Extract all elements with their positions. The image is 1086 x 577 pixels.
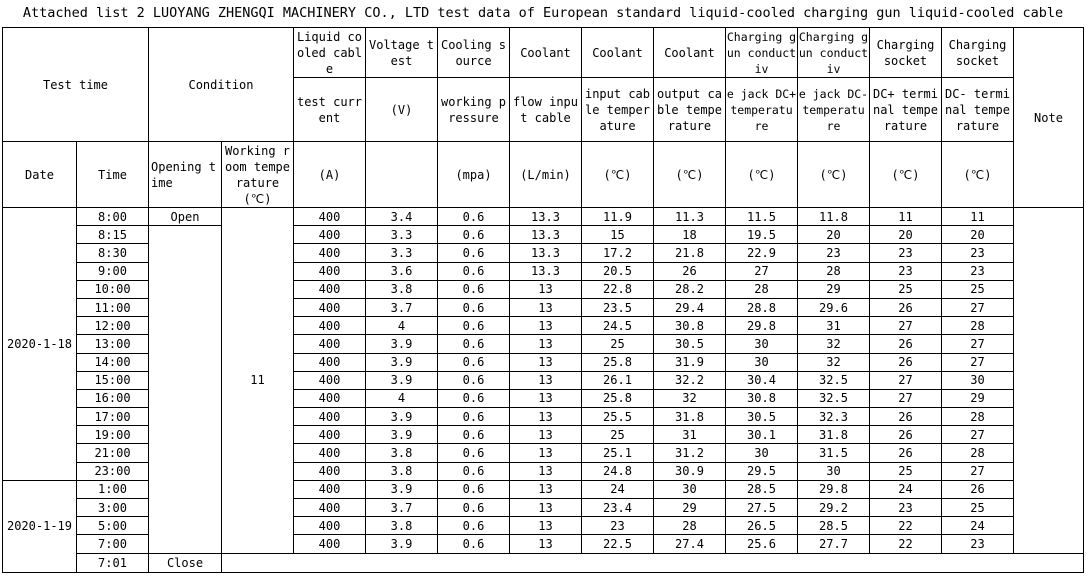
header-test-time: Test time xyxy=(3,28,149,142)
value-cell: 28 xyxy=(798,262,870,280)
value-cell: 19.5 xyxy=(726,226,798,244)
value-cell: 26 xyxy=(870,426,942,444)
time-cell: 13:00 xyxy=(77,335,149,353)
time-cell: 12:00 xyxy=(77,317,149,335)
value-cell: 13 xyxy=(510,371,582,389)
value-cell: 13 xyxy=(510,426,582,444)
value-cell: 29.8 xyxy=(798,480,870,498)
value-cell: 13 xyxy=(510,535,582,553)
value-cell: 3.8 xyxy=(366,462,438,480)
value-cell: 26 xyxy=(870,353,942,371)
value-cell: 28 xyxy=(942,444,1014,462)
unit-pressure: (mpa) xyxy=(438,142,510,208)
value-cell: 3.8 xyxy=(366,517,438,535)
header-gun-dcplus-mid: e jack DC+ temperatu re xyxy=(726,78,798,142)
header-voltage-unit: (V) xyxy=(366,78,438,142)
date-cell: 2020-1-18 xyxy=(3,208,77,481)
value-cell: 26.5 xyxy=(726,517,798,535)
time-cell: 10:00 xyxy=(77,280,149,298)
value-cell: 26.1 xyxy=(582,371,654,389)
value-cell: 0.6 xyxy=(438,371,510,389)
value-cell: 400 xyxy=(294,535,366,553)
header-socket-dcplus-top: Charging socket xyxy=(870,28,942,78)
value-cell: 28.8 xyxy=(726,298,798,316)
value-cell: 29 xyxy=(942,389,1014,407)
value-cell: 23 xyxy=(870,262,942,280)
value-cell: 3.9 xyxy=(366,353,438,371)
time-cell: 15:00 xyxy=(77,371,149,389)
value-cell: 400 xyxy=(294,499,366,517)
opening-time-cell xyxy=(149,226,222,553)
value-cell: 25 xyxy=(582,335,654,353)
unit-socket-dcminus: (℃) xyxy=(942,142,1014,208)
value-cell: 0.6 xyxy=(438,389,510,407)
table-row xyxy=(3,208,1084,226)
header-dcplus-terminal: DC+ terminal temperature xyxy=(870,78,942,142)
time-cell: 23:00 xyxy=(77,462,149,480)
value-cell: 31.9 xyxy=(654,353,726,371)
value-cell: 30 xyxy=(798,462,870,480)
value-cell: 23 xyxy=(582,517,654,535)
value-cell: 32 xyxy=(654,389,726,407)
value-cell: 11.3 xyxy=(654,208,726,226)
value-cell: 18 xyxy=(654,226,726,244)
header-dcminus-terminal: DC- terminal temperature xyxy=(942,78,1014,142)
value-cell: 0.6 xyxy=(438,317,510,335)
value-cell: 29.4 xyxy=(654,298,726,316)
value-cell: 0.6 xyxy=(438,462,510,480)
value-cell: 3.9 xyxy=(366,480,438,498)
value-cell: 400 xyxy=(294,371,366,389)
time-cell: 21:00 xyxy=(77,444,149,462)
value-cell: 28 xyxy=(654,517,726,535)
value-cell: 13.3 xyxy=(510,208,582,226)
value-cell: 3.4 xyxy=(366,208,438,226)
test-data-table xyxy=(2,27,1084,573)
value-cell: 400 xyxy=(294,408,366,426)
value-cell: 30 xyxy=(654,480,726,498)
value-cell: 400 xyxy=(294,389,366,407)
value-cell: 27 xyxy=(942,298,1014,316)
opening-time-cell: Open xyxy=(149,208,222,226)
unit-flow: (L/min) xyxy=(510,142,582,208)
value-cell: 3.9 xyxy=(366,408,438,426)
value-cell: 3.6 xyxy=(366,262,438,280)
value-cell: 22 xyxy=(870,535,942,553)
value-cell: 400 xyxy=(294,208,366,226)
value-cell: 28.5 xyxy=(798,517,870,535)
value-cell: 27 xyxy=(942,462,1014,480)
value-cell: 13 xyxy=(510,317,582,335)
value-cell: 30 xyxy=(942,371,1014,389)
header-gun-dcplus-top: Charging gun conductiv xyxy=(726,29,797,76)
value-cell: 25.6 xyxy=(726,535,798,553)
value-cell: 17.2 xyxy=(582,244,654,262)
value-cell: 23.4 xyxy=(582,499,654,517)
value-cell: 25.5 xyxy=(582,408,654,426)
value-cell: 28 xyxy=(942,408,1014,426)
empty-cell xyxy=(222,553,1084,572)
value-cell: 24 xyxy=(942,517,1014,535)
value-cell: 24 xyxy=(582,480,654,498)
value-cell: 13 xyxy=(510,517,582,535)
value-cell: 25 xyxy=(870,280,942,298)
value-cell: 11.9 xyxy=(582,208,654,226)
value-cell: 30.9 xyxy=(654,462,726,480)
time-cell: 8:30 xyxy=(77,244,149,262)
value-cell: 25.1 xyxy=(582,444,654,462)
header-gun-dcminus-mid: e jack DC- temperatu re xyxy=(798,78,870,142)
value-cell: 30.5 xyxy=(726,408,798,426)
time-cell: 16:00 xyxy=(77,389,149,407)
value-cell: 0.6 xyxy=(438,444,510,462)
header-condition: Condition xyxy=(149,28,294,142)
value-cell: 32.5 xyxy=(798,389,870,407)
value-cell: 31.2 xyxy=(654,444,726,462)
value-cell: 20 xyxy=(870,226,942,244)
value-cell: 27.5 xyxy=(726,499,798,517)
time-cell: 1:00 xyxy=(77,480,149,498)
value-cell: 29.6 xyxy=(798,298,870,316)
sheet-title: Attached list 2 LUOYANG ZHENGQI MACHINERY CO., LTD test data of European standard liquid-cooled charging gun liquid-cooled cable xyxy=(22,5,1064,21)
value-cell: 30.5 xyxy=(654,335,726,353)
value-cell: 31 xyxy=(654,426,726,444)
value-cell: 25.8 xyxy=(582,389,654,407)
value-cell: 13 xyxy=(510,499,582,517)
time-cell: 14:00 xyxy=(77,353,149,371)
value-cell: 13 xyxy=(510,462,582,480)
value-cell: 25 xyxy=(942,280,1014,298)
value-cell: 13 xyxy=(510,389,582,407)
value-cell: 13 xyxy=(510,335,582,353)
value-cell: 25 xyxy=(870,462,942,480)
value-cell: 29.2 xyxy=(798,499,870,517)
value-cell: 30.8 xyxy=(726,389,798,407)
value-cell: 0.6 xyxy=(438,353,510,371)
value-cell: 26 xyxy=(942,480,1014,498)
value-cell: 0.6 xyxy=(438,280,510,298)
header-gun-dcminus-top: Charging gun conductiv xyxy=(798,29,869,76)
value-cell: 26 xyxy=(870,335,942,353)
header-coolant-flow: Coolant xyxy=(510,28,582,78)
value-cell: 26 xyxy=(870,444,942,462)
value-cell: 32 xyxy=(798,335,870,353)
value-cell: 32.5 xyxy=(798,371,870,389)
unit-voltage xyxy=(366,142,438,208)
value-cell: 26 xyxy=(870,298,942,316)
value-cell: 0.6 xyxy=(438,480,510,498)
value-cell: 28.5 xyxy=(726,480,798,498)
time-cell: 7:00 xyxy=(77,535,149,553)
unit-input-temp: (℃) xyxy=(582,142,654,208)
value-cell: 27 xyxy=(942,353,1014,371)
table-row xyxy=(3,226,1084,244)
header-date: Date xyxy=(3,142,77,208)
value-cell: 0.6 xyxy=(438,499,510,517)
value-cell: 28 xyxy=(942,317,1014,335)
value-cell: 0.6 xyxy=(438,426,510,444)
value-cell: 22.9 xyxy=(726,244,798,262)
header-working-room-temp: Working room temperature(℃) xyxy=(222,142,294,208)
value-cell: 29.5 xyxy=(726,462,798,480)
value-cell: 4 xyxy=(366,317,438,335)
value-cell: 11.8 xyxy=(798,208,870,226)
value-cell: 13 xyxy=(510,280,582,298)
value-cell: 11.5 xyxy=(726,208,798,226)
value-cell: 23 xyxy=(870,244,942,262)
value-cell: 31.8 xyxy=(654,408,726,426)
value-cell: 28.2 xyxy=(654,280,726,298)
value-cell: 400 xyxy=(294,462,366,480)
value-cell: 13 xyxy=(510,480,582,498)
time-cell: 11:00 xyxy=(77,298,149,316)
value-cell: 25 xyxy=(942,499,1014,517)
value-cell: 13.3 xyxy=(510,226,582,244)
value-cell: 13 xyxy=(510,444,582,462)
value-cell: 32 xyxy=(798,353,870,371)
header-input-cable-temp: input cable temperature xyxy=(582,78,654,142)
value-cell: 0.6 xyxy=(438,335,510,353)
header-socket-dcminus-top: Charging socket xyxy=(942,28,1014,78)
time-cell: 8:00 xyxy=(77,208,149,226)
value-cell: 3.3 xyxy=(366,226,438,244)
value-cell: 30 xyxy=(726,335,798,353)
time-cell: 9:00 xyxy=(77,262,149,280)
value-cell: 11 xyxy=(870,208,942,226)
unit-current: (A) xyxy=(294,142,366,208)
value-cell: 3.8 xyxy=(366,444,438,462)
value-cell: 28 xyxy=(726,280,798,298)
value-cell: 400 xyxy=(294,480,366,498)
value-cell: 27.7 xyxy=(798,535,870,553)
value-cell: 23 xyxy=(870,499,942,517)
value-cell: 20.5 xyxy=(582,262,654,280)
header-coolant-input: Coolant xyxy=(582,28,654,78)
value-cell: 26 xyxy=(654,262,726,280)
value-cell: 27.4 xyxy=(654,535,726,553)
value-cell: 400 xyxy=(294,226,366,244)
value-cell: 23.5 xyxy=(582,298,654,316)
value-cell: 27 xyxy=(726,262,798,280)
value-cell: 0.6 xyxy=(438,408,510,426)
value-cell: 13.3 xyxy=(510,244,582,262)
value-cell: 400 xyxy=(294,353,366,371)
value-cell: 13.3 xyxy=(510,262,582,280)
value-cell: 27 xyxy=(870,317,942,335)
value-cell: 24 xyxy=(870,480,942,498)
value-cell: 30.4 xyxy=(726,371,798,389)
value-cell: 0.6 xyxy=(438,262,510,280)
value-cell: 3.7 xyxy=(366,298,438,316)
value-cell: 25.8 xyxy=(582,353,654,371)
time-cell: 3:00 xyxy=(77,499,149,517)
value-cell: 27 xyxy=(870,389,942,407)
unit-output-temp: (℃) xyxy=(654,142,726,208)
value-cell: 27 xyxy=(870,371,942,389)
value-cell: 0.6 xyxy=(438,298,510,316)
value-cell: 22.8 xyxy=(582,280,654,298)
header-time: Time xyxy=(77,142,149,208)
value-cell: 32.3 xyxy=(798,408,870,426)
time-cell: 19:00 xyxy=(77,426,149,444)
header-output-cable-temp: output cable temperature xyxy=(654,78,726,142)
value-cell: 30 xyxy=(726,444,798,462)
value-cell: 400 xyxy=(294,262,366,280)
value-cell: 24.5 xyxy=(582,317,654,335)
value-cell: 400 xyxy=(294,280,366,298)
value-cell: 0.6 xyxy=(438,244,510,262)
value-cell: 27 xyxy=(942,335,1014,353)
value-cell: 23 xyxy=(942,535,1014,553)
header-cooling-source: Cooling source xyxy=(438,28,510,78)
opening-time-cell: Close xyxy=(149,553,222,572)
unit-gun-dcplus: (℃) xyxy=(726,142,798,208)
value-cell: 400 xyxy=(294,298,366,316)
value-cell: 3.7 xyxy=(366,499,438,517)
value-cell: 23 xyxy=(798,244,870,262)
value-cell: 22.5 xyxy=(582,535,654,553)
time-cell: 8:15 xyxy=(77,226,149,244)
value-cell: 21.8 xyxy=(654,244,726,262)
value-cell: 0.6 xyxy=(438,208,510,226)
value-cell: 31.8 xyxy=(798,426,870,444)
value-cell: 0.6 xyxy=(438,226,510,244)
value-cell: 3.9 xyxy=(366,335,438,353)
value-cell: 13 xyxy=(510,353,582,371)
value-cell: 31 xyxy=(798,317,870,335)
note-cell xyxy=(1014,208,1084,554)
header-test-current: test current xyxy=(294,78,366,142)
value-cell: 13 xyxy=(510,298,582,316)
time-cell: 17:00 xyxy=(77,408,149,426)
value-cell: 400 xyxy=(294,335,366,353)
value-cell: 400 xyxy=(294,317,366,335)
close-time-cell: 7:01 xyxy=(77,553,149,572)
value-cell: 3.9 xyxy=(366,426,438,444)
value-cell: 30.8 xyxy=(654,317,726,335)
header-voltage-test: Voltage test xyxy=(366,28,438,78)
value-cell: 23 xyxy=(942,262,1014,280)
value-cell: 30.1 xyxy=(726,426,798,444)
value-cell: 29 xyxy=(654,499,726,517)
working-room-temp-cell: 11 xyxy=(222,208,294,554)
value-cell: 27 xyxy=(942,426,1014,444)
value-cell: 25 xyxy=(582,426,654,444)
value-cell: 13 xyxy=(510,408,582,426)
value-cell: 400 xyxy=(294,426,366,444)
value-cell: 30 xyxy=(726,353,798,371)
value-cell: 400 xyxy=(294,517,366,535)
value-cell: 24.8 xyxy=(582,462,654,480)
value-cell: 31.5 xyxy=(798,444,870,462)
value-cell: 3.9 xyxy=(366,371,438,389)
value-cell: 3.3 xyxy=(366,244,438,262)
unit-socket-dcplus: (℃) xyxy=(870,142,942,208)
value-cell: 4 xyxy=(366,389,438,407)
value-cell: 400 xyxy=(294,444,366,462)
value-cell: 11 xyxy=(942,208,1014,226)
value-cell: 0.6 xyxy=(438,517,510,535)
value-cell: 32.2 xyxy=(654,371,726,389)
value-cell: 15 xyxy=(582,226,654,244)
time-cell: 5:00 xyxy=(77,517,149,535)
value-cell: 26 xyxy=(870,408,942,426)
table-row xyxy=(3,553,1084,572)
value-cell: 400 xyxy=(294,244,366,262)
value-cell: 22 xyxy=(870,517,942,535)
unit-gun-dcminus: (℃) xyxy=(798,142,870,208)
value-cell: 29.8 xyxy=(726,317,798,335)
value-cell: 20 xyxy=(942,226,1014,244)
header-liquid-cooled-cable: Liquid cooled cable xyxy=(294,28,366,78)
header-flow-input-cable: flow input cable xyxy=(510,78,582,142)
value-cell: 3.8 xyxy=(366,280,438,298)
date-cell: 2020-1-19 xyxy=(3,480,77,572)
header-coolant-output: Coolant xyxy=(654,28,726,78)
value-cell: 3.9 xyxy=(366,535,438,553)
header-note: Note xyxy=(1014,28,1084,208)
value-cell: 0.6 xyxy=(438,535,510,553)
value-cell: 20 xyxy=(798,226,870,244)
value-cell: 29 xyxy=(798,280,870,298)
value-cell: 23 xyxy=(942,244,1014,262)
header-opening-time: Opening time xyxy=(149,142,222,208)
header-working-pressure: working pressure xyxy=(438,78,510,142)
